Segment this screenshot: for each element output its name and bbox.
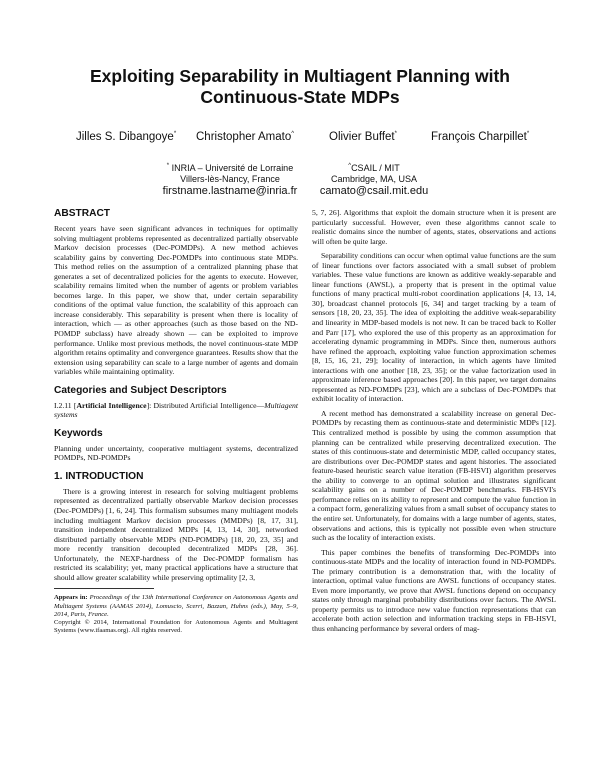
affiliation-inria: [140, 161, 320, 198]
author-1: [76, 131, 176, 143]
right-column: [312, 208, 556, 634]
footnote-rule: [54, 588, 154, 589]
author-3: [329, 131, 397, 143]
author-mark: *: [394, 131, 397, 138]
abstract-heading: ABSTRACT: [54, 208, 111, 219]
appears-in-text: Proceedings of the 13th International Conference on Autonomous Agents and Multiagent Systems (AAMAS 2014), Lomuscio, Scerri, Bazzan, Huhns (eds.), May, 5–9, 2014, Paris, France.: [54, 594, 298, 618]
title-line-1: Exploiting Separability in Multiagent Planning with: [89, 66, 511, 86]
introduction-heading: 1. INTRODUCTION: [54, 470, 144, 482]
keywords-text: Planning under uncertainty, cooperative multiagent systems, decentralized POMDPs, ND-POMDPs: [54, 443, 298, 463]
author-4: [431, 131, 529, 143]
abstract-text: Recent years have seen significant advances in techniques for optimally solving multiagent problems represented as decentralized partially observable Markov decision processes (Dec-POMDPs). A new method achieves scalability gains by converting Dec-POMDPs into continuous state MDPs. This method relies on the assumption of a centralized planning phase that generates a set of decentralized policies for the agents to execute. However, scalability remains limited when the number of agents or problem variables becomes large. In this paper, we show that, under certain separability conditions of the optimal value function, the scalability of this approach can increase considerably. This separability is present when there is locality of interaction, which — as other approaches (such as those based on the ND-POMDP subclass) have already shown — can be exploited to improve performance. Unlike most previous methods, the novel continuous-state MDP algorithm retains optimality and convergence guarantees. Results show that the extension using separability can scale to a large number of agents and domain variables while maintaining optimality.: [54, 224, 298, 377]
paper-title: [40, 66, 560, 108]
keywords-heading: Keywords: [54, 427, 103, 439]
categories-italic: Multiagent systems: [54, 400, 298, 420]
affiliation-email: firstname.lastname@inria.fr: [162, 185, 298, 197]
affiliation-email: camato@csail.mit.edu: [319, 185, 429, 197]
appears-in-note: [54, 594, 298, 618]
affiliation-mark: ^: [348, 163, 352, 169]
appears-in-label: Appears in:: [54, 594, 88, 602]
author-2: [196, 131, 294, 143]
title-line-2: Continuous-State MDPs: [200, 87, 400, 107]
categories-bold: Artificial Intelligence: [76, 400, 147, 410]
right-paragraph-4: This paper combines the benefits of transforming Dec-POMDPs into continuous-state MDPs and the locality of interaction found in ND-POMDPs. The primary contribution is a demonstration that, with the locality of interaction, optimal value functions are AWSL functions of occupancy states. Even more importantly, we prove that AWSL functions depend on occupancy states only through marginal probability distributions over factors. The AWSL property permits us to introduce new value function representations that can accelerate both action selection and information tracking steps in FB-HSVI, thus enhancing performance by several orders of mag-: [312, 547, 556, 633]
author-name: Christopher Amato: [196, 131, 292, 143]
author-name: François Charpillet: [431, 131, 527, 143]
affiliation-line2: Cambridge, MA, USA: [330, 174, 418, 184]
right-paragraph-2: Separability conditions can occur when optimal value functions are the sum of linear functions over factors associated with a small subset of problem variables. These value functions are known as additive weakly-separable and linear functions (AWSL), a property that is present in the optimal value functions of many practical multi-robot coordination applications [4, 13, 14, 30], broadcast channel protocols [6, 34] and target tracking by a team of sensors [18, 20, 23, 35]. The idea of exploiting the additive weak-separability and linearity in MDP-based models is not new. It can be traced back to Koller and Parr [17], who explored the use of this property as an approximation for accelerating dynamic programming in MDPs. Since then, numerous authors have refined the approach, exploiting value function approximation schemes [8, 15, 16, 21, 29]; locality of interaction, in which agents have limited interactions with one another [18, 23, 35]; or the value factorization used in approximate inference based approaches [20]. In this paper, we target domains represented as ND-POMDPs [23], which are a subclass of Dec-POMDPs that exhibit locality of interaction.: [312, 251, 556, 404]
categories-text: [54, 401, 298, 420]
introduction-text: There is a growing interest in research for solving multiagent problems represented as decentralized partially observable Markov decision processes (Dec-POMDPs) [1, 6, 24]. This formalism subsumes many multiagent models including multiagent Markov decision processes (MMDPs) [8, 17, 31], transition independent decentralized MDPs [4, 13, 14, 30], networked distributed partially observable MDPs (ND-POMDPs) [18, 20, 23, 35] and more recently transition decoupled decentralized MDPs [28, 36]. Unfortunately, the NEXP-hardness of the Dec-POMDP formalism has restricted its scalability; yet, many practical applications have a structure that should allow greater scalability while preserving optimality [2, 3,: [54, 486, 298, 582]
categories-heading: Categories and Subject Descriptors: [54, 384, 227, 396]
author-name: Olivier Buffet: [329, 131, 395, 143]
author-mark: *: [526, 131, 530, 138]
right-paragraph-3: A recent method has demonstrated a scalability increase on general Dec-POMDPs by recasting them as continuous-state and deterministic MDPs [12]. This centralized method is possible by using the common assumption that planning can be centralized while preserving decentralized execution. The states of this continuous-state and deterministic MDP, called occupancy states, are distributions over Dec-POMDP states and agent histories. The associated feature-based heuristic search value iteration (FB-HSVI) algorithm preserves the ability to converge to an optimal solution and illustrates significant scalability gains on a number of Dec-POMDP benchmarks. FB-HSVI's performance relies on its ability to represent and compute the value function in a compact form, generalizing values from a small subset of occupancy states to the entire set. Unfortunately, for domains with a large number of agents, states, observations and actions, this is typically not possible even when structure such as the locality of interaction exists.: [312, 408, 556, 543]
author-name: Jilles S. Dibangoye: [76, 131, 174, 143]
affiliation-line1: CSAIL / MIT: [351, 163, 400, 173]
left-column: [54, 208, 298, 635]
categories-code: I.2.11 [: [54, 400, 77, 410]
copyright-note: Copyright © 2014, International Foundation for Autonomous Agents and Multiagent Systems (www.ifaamas.org). All rights reserved.: [54, 618, 298, 634]
right-paragraph-1: 5, 7, 26]. Algorithms that exploit the domain structure when it is present are particularly successful. However, even these algorithms cannot scale to realistic domains since the number of agents, states, observations and actions will often be quite large.: [312, 208, 556, 246]
affiliation-mit: [304, 161, 444, 198]
affiliation-mark: *: [166, 163, 170, 169]
author-mark: ^: [291, 131, 295, 138]
author-mark: *: [173, 131, 177, 138]
categories-rest: ]: Distributed Artificial Intelligence—: [146, 400, 265, 410]
affiliation-line1: INRIA – Université de Lorraine: [171, 163, 294, 173]
affiliation-line2: Villers-lès-Nancy, France: [180, 174, 280, 184]
